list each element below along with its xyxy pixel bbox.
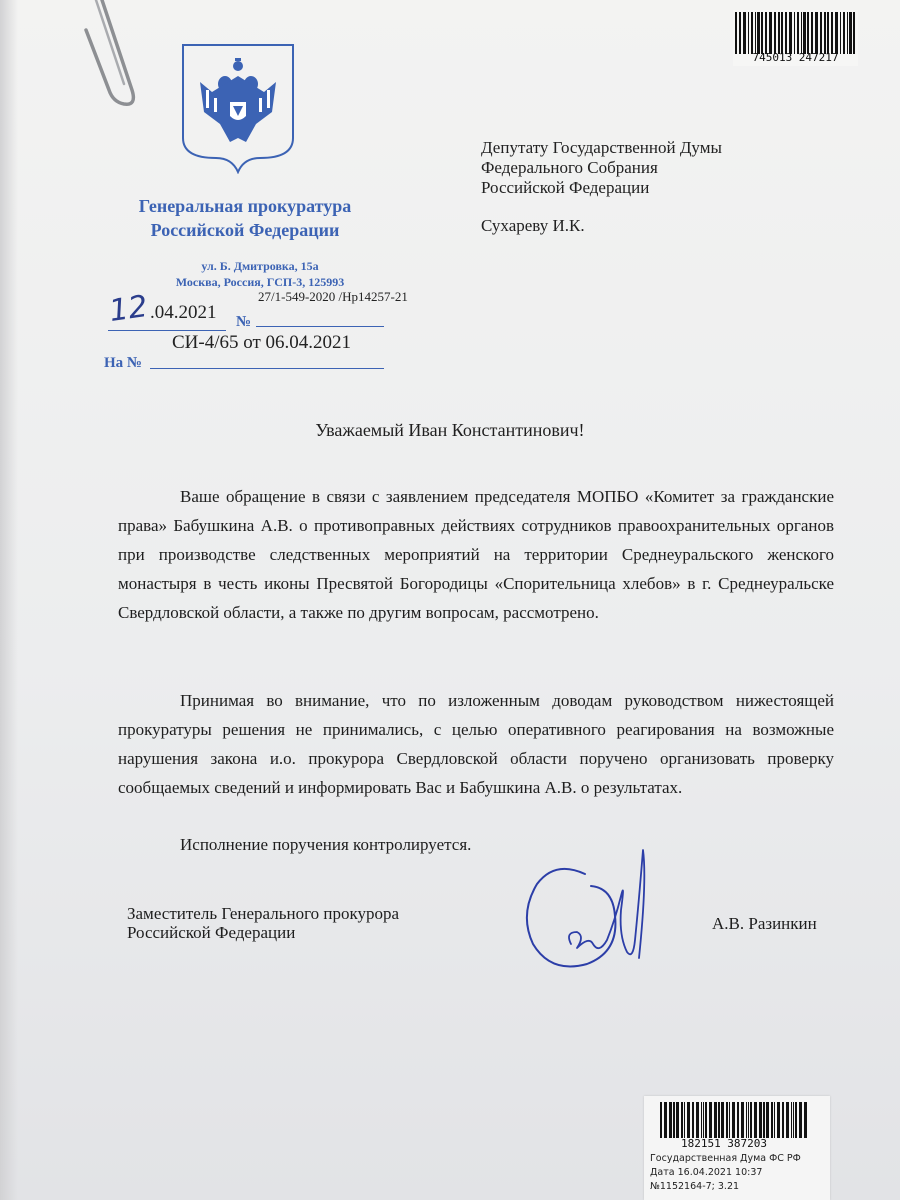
barcode-bar	[669, 1102, 672, 1138]
barcode-top-bars	[733, 12, 858, 54]
barcode-bottom-number: 182151 387203	[680, 1137, 768, 1150]
barcode-bar	[761, 12, 763, 54]
org-address-line1: ул. Б. Дмитровка, 15а	[201, 259, 319, 273]
barcode-bar	[843, 12, 845, 54]
barcode-bar	[664, 1102, 667, 1138]
org-name	[100, 194, 390, 242]
barcode-bar	[732, 1102, 735, 1138]
barcode-bar	[709, 1102, 712, 1138]
barcode-bar	[801, 12, 802, 54]
barcode-bar	[803, 12, 806, 54]
barcode-bar	[781, 12, 783, 54]
org-name-line2: Российской Федерации	[150, 220, 340, 240]
barcode-bar	[795, 1102, 797, 1138]
barcode-bar	[750, 1102, 752, 1138]
barcode-bar	[799, 1102, 802, 1138]
addressee-line3: Российской Федерации	[481, 178, 650, 197]
barcode-bar	[774, 12, 776, 54]
barcode-bar	[726, 1102, 728, 1138]
barcode-bar	[741, 1102, 744, 1138]
number-label: №	[236, 314, 252, 330]
barcode-bar	[721, 1102, 724, 1138]
barcode-bar	[785, 12, 787, 54]
barcode-bar	[703, 1102, 704, 1138]
barcode-bar	[755, 12, 756, 54]
addressee-line1: Депутату Государственной Думы	[481, 138, 722, 157]
barcode-bar	[827, 12, 829, 54]
barcode-bar	[853, 12, 855, 54]
paperclip-icon	[80, 0, 150, 110]
barcode-bottom-bars	[658, 1102, 808, 1138]
org-address-line2: Москва, Россия, ГСП-3, 125993	[175, 275, 345, 289]
barcode-bar	[811, 12, 813, 54]
barcode-bar	[777, 1102, 780, 1138]
outgoing-number: 27/1-549-2020 /Нр14257-21	[258, 289, 408, 304]
reply-to-label: На №	[104, 355, 142, 371]
barcode-bar	[774, 1102, 775, 1138]
barcode-bar	[765, 12, 767, 54]
barcode-bar	[696, 1102, 699, 1138]
addressee-block	[481, 138, 722, 198]
page-shadow	[0, 0, 18, 1200]
barcode-bar	[751, 12, 753, 54]
barcode-top-number: 745013 247217	[752, 51, 839, 64]
barcode-bar	[824, 12, 826, 54]
barcode-bar	[748, 1102, 749, 1138]
date-month-year: .04.2021	[150, 302, 217, 323]
addressee-line2: Федерального Собрания	[481, 158, 658, 177]
signatory-title	[127, 904, 399, 942]
reply-to-number: СИ-4/65 от 06.04.2021	[172, 332, 352, 353]
salutation: Уважаемый Иван Константинович!	[315, 420, 585, 440]
number-underline	[256, 326, 384, 327]
barcode-bar	[791, 1102, 792, 1138]
barcode-bar	[849, 12, 852, 54]
barcode-bar	[746, 1102, 747, 1138]
barcode-bar	[840, 12, 841, 54]
barcode-bar	[714, 1102, 717, 1138]
barcode-top	[733, 10, 858, 66]
handwritten-date-day: 12	[107, 289, 150, 329]
barcode-bar	[729, 1102, 730, 1138]
barcode-bar	[757, 12, 760, 54]
barcode-bar	[739, 12, 741, 54]
barcode-bar	[778, 12, 780, 54]
addressee-name: Сухареву И.К.	[481, 216, 585, 235]
barcode-bar	[676, 1102, 679, 1138]
body-paragraph-3: Исполнение поручения контролируется.	[180, 835, 472, 854]
barcode-bar	[718, 1102, 720, 1138]
barcode-bar	[748, 12, 749, 54]
barcode-bar	[847, 12, 848, 54]
registration-line3: №1152164-7; 3.21	[650, 1181, 740, 1192]
barcode-bar	[766, 1102, 769, 1138]
barcode-bar	[797, 12, 799, 54]
handwritten-signature	[515, 840, 665, 980]
barcode-bar	[835, 12, 838, 54]
barcode-bar	[681, 1102, 683, 1138]
barcode-bar	[786, 1102, 789, 1138]
body-paragraph-2: Принимая во внимание, что по изложенным доводам руководством нижестоящей прокуратуры решения не принимались, с целью оперативного реагирования на возможные нарушения закона и.о. прокурора Свердловской области поручено организовать проверку сообщаемых сведений и информировать Вас и Бабушкина А.В. о результатах.	[118, 691, 834, 797]
barcode-bar	[673, 1102, 675, 1138]
barcode-bar	[771, 1102, 773, 1138]
barcode-bar	[754, 1102, 757, 1138]
barcode-bar	[660, 1102, 662, 1138]
signatory-title-line2: Российской Федерации	[127, 923, 296, 942]
date-underline	[108, 330, 226, 331]
barcode-bar	[692, 1102, 694, 1138]
barcode-bar	[735, 12, 737, 54]
org-name-line1: Генеральная прокуратура	[138, 196, 352, 216]
barcode-bar	[684, 1102, 685, 1138]
barcode-bar	[804, 1102, 807, 1138]
body-paragraph-1: Ваше обращение в связи с заявлением председателя МОПБО «Комитет за гражданские права» Бабушкина А.В. о противоправных действиях сотрудников правоохранительных органов при производстве следственных мероприятий на территории Среднеуральского женского монастыря в честь иконы Пресвятой Богородицы «Спорительница хлебов» в г. Среднеуральске Свердловской области, а также по другим вопросам, рассмотрено.	[118, 487, 834, 622]
barcode-bar	[815, 12, 818, 54]
signatory-title-line1: Заместитель Генерального прокурора	[127, 904, 400, 923]
registration-sticker	[644, 1096, 830, 1200]
barcode-bar	[782, 1102, 784, 1138]
registration-line2: Дата 16.04.2021 10:37	[650, 1167, 763, 1178]
barcode-bar	[701, 1102, 702, 1138]
barcode-bar	[794, 12, 795, 54]
russian-coat-of-arms-icon	[180, 42, 296, 174]
barcode-bar	[831, 12, 833, 54]
registration-line1: Государственная Дума ФС РФ	[650, 1153, 801, 1164]
reply-to-underline	[150, 368, 384, 369]
barcode-bar	[807, 12, 809, 54]
barcode-bar	[763, 1102, 765, 1138]
barcode-bar	[769, 12, 772, 54]
barcode-bar	[687, 1102, 690, 1138]
barcode-bar	[705, 1102, 707, 1138]
barcode-bar	[759, 1102, 762, 1138]
barcode-bar	[789, 12, 792, 54]
org-address	[130, 258, 390, 290]
barcode-bar	[743, 12, 746, 54]
signatory-name: А.В. Разинкин	[712, 914, 817, 933]
barcode-bar	[737, 1102, 739, 1138]
barcode-bar	[820, 12, 822, 54]
registration-stamp-text	[650, 1152, 825, 1194]
barcode-bar	[793, 1102, 794, 1138]
